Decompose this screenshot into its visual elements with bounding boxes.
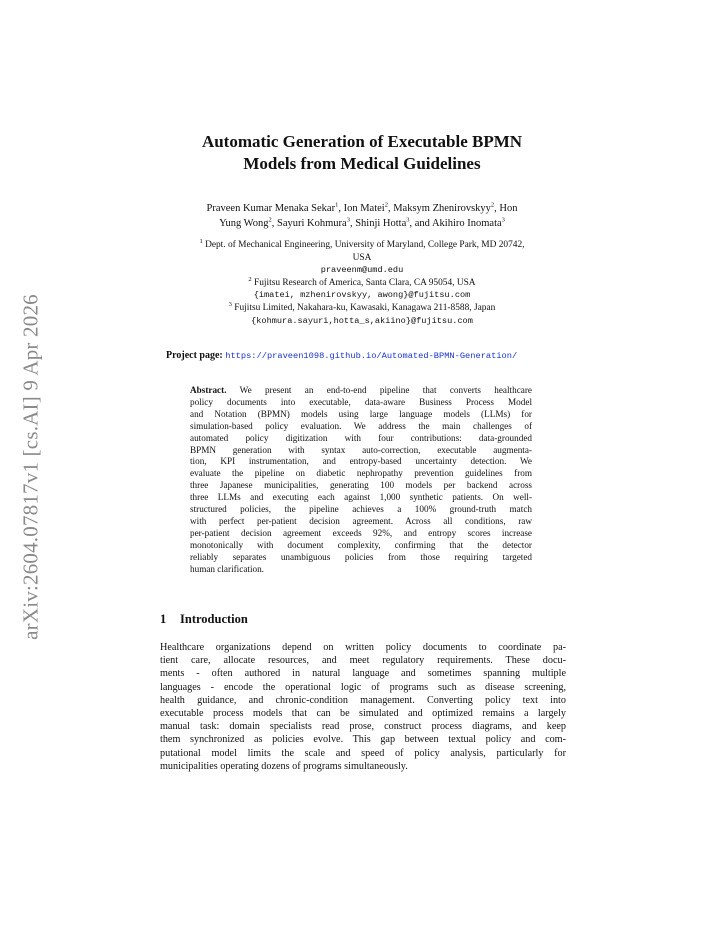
paper-title <box>160 131 564 175</box>
body-line: them synchronized as policies evolve. This gap between textual policy and com- <box>160 734 566 746</box>
author-text: , Maksym Zhenirovskyy <box>387 203 491 214</box>
project-page-label: Project page: <box>166 350 223 361</box>
affil-marker: 2 <box>384 201 388 209</box>
body-line: putational model limits the scale and speed of policy analysis, particularly for <box>160 747 566 759</box>
abstract <box>190 385 532 576</box>
abstract-line: three LLMs and executing each against 1,000 synthetic patients. On well- <box>190 492 532 503</box>
affil-marker: 2 <box>268 216 272 224</box>
affil-marker: 3 <box>406 216 410 224</box>
affil-marker: 1 <box>199 237 203 245</box>
abstract-label: Abstract. <box>190 385 227 395</box>
title-line-1: Automatic Generation of Executable BPMN <box>201 132 523 151</box>
author-line-1 <box>160 201 564 216</box>
affil-marker: 2 <box>248 275 252 283</box>
abstract-last-line: human clarification. <box>190 563 264 574</box>
affil-marker: 3 <box>346 216 350 224</box>
affil-marker: 3 <box>228 300 232 308</box>
affil-marker: 2 <box>490 201 495 209</box>
affil-marker: 3 <box>501 216 505 224</box>
author-text: , Hon <box>494 203 518 214</box>
body-line: manual task: domain specialists read prose, construct process diagrams, and keep <box>160 721 566 733</box>
affiliation-2-email: {imatei, mzhenirovskyy, awong}@fujitsu.com <box>253 290 471 301</box>
abstract-line: policy documents into executable, data-aware Business Process Model <box>190 396 532 407</box>
affiliation-1-email: praveenm@umd.edu <box>320 265 404 276</box>
title-line-2: Models from Medical Guidelines <box>243 154 481 173</box>
affiliation-text: Fujitsu Research of America, Santa Clara, CA 95054, USA <box>251 277 476 288</box>
abstract-line: simulation-based policy evaluation. We address the main challenges of <box>190 420 532 431</box>
abstract-line: and Notation (BPMN) models using large language models (LLMs) for <box>190 408 532 419</box>
section-title: Introduction <box>180 612 248 626</box>
body-line: Healthcare organizations depend on written policy documents to coordinate pa- <box>160 642 566 653</box>
project-page-link[interactable]: https://praveen1098.github.io/Automated-BPMN-Generation/ <box>225 351 518 361</box>
author-list <box>160 201 564 231</box>
abstract-line: tion, KPI instrumentation, and entropy-based uncertainty detection. We <box>190 456 532 467</box>
abstract-line: evaluate the pipeline on diabetic nephropathy prevention guidelines from <box>190 468 532 479</box>
affiliation-1-line-1 <box>150 239 574 252</box>
affiliation-3 <box>150 302 574 315</box>
author-text: , Ion Matei <box>338 203 385 214</box>
body-line: executable process models that can be simulated and optimized remains a largely <box>160 708 566 720</box>
author-line-2 <box>160 216 564 231</box>
author-text: Praveen Kumar Menaka Sekar <box>206 203 336 214</box>
section-heading <box>160 612 248 627</box>
abstract-line: BPMN generation with syntax auto-correction, executable augmenta- <box>190 444 532 455</box>
author-text: , and Akihiro Inomata <box>409 218 502 229</box>
arxiv-identifier-text: arXiv:2604.07817v1 [cs.AI] 9 Apr 2026 <box>18 294 43 640</box>
body-line: health guidance, and chronic-condition management. Converting policy text into <box>160 694 566 706</box>
body-line: ments - often authored in natural language and sometimes spanning multiple <box>160 668 566 680</box>
abstract-line: monotonically with document complexity, confirming that the detector <box>190 539 532 550</box>
section-number: 1 <box>160 612 167 626</box>
body-last-line: municipalities operating dozens of programs simultaneously. <box>160 760 408 772</box>
abstract-line: reliably separates unambiguous policies from those requiring targeted <box>190 551 532 562</box>
abstract-line: per-patient decision agreement exceeds 92%, and entropy scores increase <box>190 527 532 538</box>
abstract-text: We present an end-to-end pipeline that converts healthcare <box>226 385 532 395</box>
affiliation-1-line-2: USA <box>352 252 372 263</box>
abstract-line: automated policy digitization with four contributions: data-grounded <box>190 432 532 443</box>
affiliations <box>150 239 574 327</box>
author-text: , Sayuri Kohmura <box>271 218 347 229</box>
project-page <box>166 349 517 363</box>
abstract-line <box>190 385 532 397</box>
abstract-line: three Japanese municipalities, generating 100 models per backend across <box>190 480 532 491</box>
affiliation-text: Dept. of Mechanical Engineering, University of Maryland, College Park, MD 20742, <box>202 240 525 250</box>
author-text: Yung Wong <box>219 218 269 229</box>
body-line: languages - encode the operational logic of programs such as disease screening, <box>160 681 566 693</box>
affil-marker: 1 <box>335 201 339 209</box>
abstract-line: structured policies, the pipeline achieves a 100% ground-truth match <box>190 504 532 515</box>
affiliation-3-email: {kohmura.sayuri,hotta_s,akiino}@fujitsu.com <box>251 315 473 326</box>
arxiv-identifier <box>18 268 44 666</box>
affiliation-2 <box>150 277 574 290</box>
affiliation-text: Fujitsu Limited, Nakahara-ku, Kawasaki, Kanagawa 211-8588, Japan <box>231 302 496 313</box>
introduction-paragraph <box>160 641 566 773</box>
author-text: , Shinji Hotta <box>349 218 407 229</box>
abstract-line: with perfect per-patient decision agreement. Across all conditions, raw <box>190 515 532 526</box>
body-line: tient care, allocate resources, and meet regulatory requirements. These docu- <box>160 655 566 667</box>
